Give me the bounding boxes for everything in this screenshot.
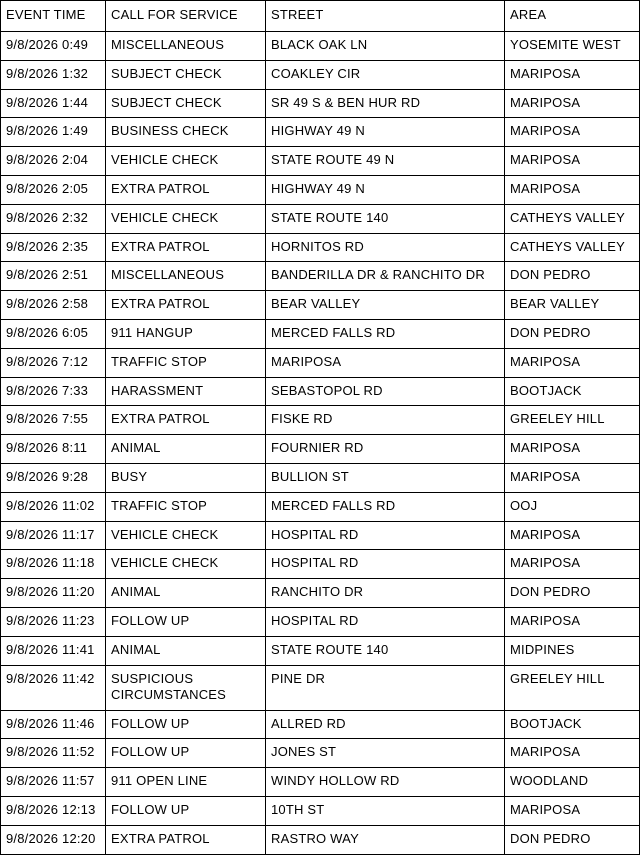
event-time-cell: 9/8/2026 11:41: [1, 636, 106, 665]
event-time-cell: 9/8/2026 2:58: [1, 291, 106, 320]
event-time-cell: 9/8/2026 11:46: [1, 710, 106, 739]
call-for-service-cell: FOLLOW UP: [106, 796, 266, 825]
street-cell: WINDY HOLLOW RD: [266, 768, 505, 797]
call-for-service-cell: EXTRA PATROL: [106, 406, 266, 435]
table-row: [1, 262, 640, 291]
call-for-service-cell: FOLLOW UP: [106, 607, 266, 636]
area-cell: MARIPOSA: [505, 118, 640, 147]
table-row: [1, 463, 640, 492]
event-time-cell: 9/8/2026 8:11: [1, 435, 106, 464]
table-row: [1, 768, 640, 797]
table-row: [1, 607, 640, 636]
area-cell: OOJ: [505, 492, 640, 521]
table-row: [1, 665, 640, 710]
area-cell: BEAR VALLEY: [505, 291, 640, 320]
street-cell: MERCED FALLS RD: [266, 492, 505, 521]
area-cell: GREELEY HILL: [505, 406, 640, 435]
event-time-cell: 9/8/2026 1:44: [1, 89, 106, 118]
call-for-service-cell: ANIMAL: [106, 579, 266, 608]
event-time-cell: 9/8/2026 9:28: [1, 463, 106, 492]
call-for-service-cell: TRAFFIC STOP: [106, 348, 266, 377]
area-cell: DON PEDRO: [505, 319, 640, 348]
table-row: [1, 796, 640, 825]
header-street: STREET: [266, 1, 505, 32]
event-time-cell: 9/8/2026 6:05: [1, 319, 106, 348]
call-for-service-cell: BUSINESS CHECK: [106, 118, 266, 147]
street-cell: HOSPITAL RD: [266, 521, 505, 550]
table-row: [1, 406, 640, 435]
call-for-service-cell: FOLLOW UP: [106, 710, 266, 739]
call-for-service-cell: 911 HANGUP: [106, 319, 266, 348]
street-cell: STATE ROUTE 140: [266, 636, 505, 665]
street-cell: RASTRO WAY: [266, 825, 505, 854]
table-row: [1, 348, 640, 377]
table-row: [1, 60, 640, 89]
area-cell: WOODLAND: [505, 768, 640, 797]
table-row: [1, 739, 640, 768]
street-cell: HOSPITAL RD: [266, 550, 505, 579]
header-row: [1, 1, 640, 32]
street-cell: HOSPITAL RD: [266, 607, 505, 636]
street-cell: SEBASTOPOL RD: [266, 377, 505, 406]
event-time-cell: 9/8/2026 7:12: [1, 348, 106, 377]
header-call-for-service: CALL FOR SERVICE: [106, 1, 266, 32]
call-for-service-cell: EXTRA PATROL: [106, 175, 266, 204]
event-time-cell: 9/8/2026 0:49: [1, 32, 106, 61]
table-row: [1, 710, 640, 739]
call-for-service-cell: ANIMAL: [106, 435, 266, 464]
area-cell: DON PEDRO: [505, 825, 640, 854]
call-for-service-cell: BUSY: [106, 463, 266, 492]
area-cell: MIDPINES: [505, 636, 640, 665]
event-time-cell: 9/8/2026 11:20: [1, 579, 106, 608]
event-time-cell: 9/8/2026 11:18: [1, 550, 106, 579]
area-cell: MARIPOSA: [505, 60, 640, 89]
event-time-cell: 9/8/2026 1:32: [1, 60, 106, 89]
area-cell: MARIPOSA: [505, 435, 640, 464]
table-row: [1, 118, 640, 147]
area-cell: MARIPOSA: [505, 89, 640, 118]
call-for-service-cell: SUBJECT CHECK: [106, 89, 266, 118]
call-for-service-cell: VEHICLE CHECK: [106, 550, 266, 579]
call-for-service-cell: EXTRA PATROL: [106, 291, 266, 320]
table-body: [1, 32, 640, 855]
street-cell: BLACK OAK LN: [266, 32, 505, 61]
table-row: [1, 435, 640, 464]
area-cell: MARIPOSA: [505, 607, 640, 636]
area-cell: MARIPOSA: [505, 175, 640, 204]
street-cell: STATE ROUTE 140: [266, 204, 505, 233]
call-for-service-cell: SUBJECT CHECK: [106, 60, 266, 89]
call-for-service-cell: TRAFFIC STOP: [106, 492, 266, 521]
area-cell: MARIPOSA: [505, 739, 640, 768]
table-row: [1, 377, 640, 406]
event-time-cell: 9/8/2026 11:57: [1, 768, 106, 797]
street-cell: BANDERILLA DR & RANCHITO DR: [266, 262, 505, 291]
call-for-service-cell: MISCELLANEOUS: [106, 262, 266, 291]
street-cell: ALLRED RD: [266, 710, 505, 739]
table-row: [1, 550, 640, 579]
call-for-service-cell: VEHICLE CHECK: [106, 521, 266, 550]
event-time-cell: 9/8/2026 11:52: [1, 739, 106, 768]
area-cell: CATHEYS VALLEY: [505, 233, 640, 262]
event-time-cell: 9/8/2026 11:23: [1, 607, 106, 636]
event-time-cell: 9/8/2026 2:05: [1, 175, 106, 204]
call-for-service-cell: HARASSMENT: [106, 377, 266, 406]
table-row: [1, 579, 640, 608]
area-cell: CATHEYS VALLEY: [505, 204, 640, 233]
table-row: [1, 492, 640, 521]
street-cell: STATE ROUTE 49 N: [266, 147, 505, 176]
street-cell: HIGHWAY 49 N: [266, 118, 505, 147]
area-cell: GREELEY HILL: [505, 665, 640, 710]
table-header: [1, 1, 640, 32]
area-cell: MARIPOSA: [505, 463, 640, 492]
street-cell: FISKE RD: [266, 406, 505, 435]
event-time-cell: 9/8/2026 1:49: [1, 118, 106, 147]
event-time-cell: 9/8/2026 12:20: [1, 825, 106, 854]
area-cell: YOSEMITE WEST: [505, 32, 640, 61]
call-for-service-cell: FOLLOW UP: [106, 739, 266, 768]
table-row: [1, 636, 640, 665]
event-time-cell: 9/8/2026 11:02: [1, 492, 106, 521]
table-row: [1, 319, 640, 348]
table-row: [1, 291, 640, 320]
header-event-time: EVENT TIME: [1, 1, 106, 32]
street-cell: SR 49 S & BEN HUR RD: [266, 89, 505, 118]
event-time-cell: 9/8/2026 11:17: [1, 521, 106, 550]
call-for-service-cell: MISCELLANEOUS: [106, 32, 266, 61]
area-cell: BOOTJACK: [505, 710, 640, 739]
area-cell: MARIPOSA: [505, 521, 640, 550]
area-cell: DON PEDRO: [505, 262, 640, 291]
street-cell: FOURNIER RD: [266, 435, 505, 464]
header-area: AREA: [505, 1, 640, 32]
area-cell: MARIPOSA: [505, 348, 640, 377]
table-row: [1, 32, 640, 61]
street-cell: HORNITOS RD: [266, 233, 505, 262]
table-row: [1, 147, 640, 176]
street-cell: COAKLEY CIR: [266, 60, 505, 89]
event-time-cell: 9/8/2026 7:55: [1, 406, 106, 435]
street-cell: BEAR VALLEY: [266, 291, 505, 320]
event-time-cell: 9/8/2026 2:51: [1, 262, 106, 291]
area-cell: BOOTJACK: [505, 377, 640, 406]
call-for-service-cell: SUSPICIOUS CIRCUMSTANCES: [106, 665, 266, 710]
event-time-cell: 9/8/2026 2:35: [1, 233, 106, 262]
street-cell: MERCED FALLS RD: [266, 319, 505, 348]
event-time-cell: 9/8/2026 12:13: [1, 796, 106, 825]
street-cell: 10TH ST: [266, 796, 505, 825]
event-time-cell: 9/8/2026 11:42: [1, 665, 106, 710]
table-row: [1, 825, 640, 854]
area-cell: MARIPOSA: [505, 550, 640, 579]
table-row: [1, 521, 640, 550]
table-row: [1, 175, 640, 204]
street-cell: PINE DR: [266, 665, 505, 710]
event-time-cell: 9/8/2026 2:32: [1, 204, 106, 233]
table-row: [1, 233, 640, 262]
street-cell: MARIPOSA: [266, 348, 505, 377]
event-time-cell: 9/8/2026 2:04: [1, 147, 106, 176]
call-for-service-cell: 911 OPEN LINE: [106, 768, 266, 797]
event-time-cell: 9/8/2026 7:33: [1, 377, 106, 406]
table-row: [1, 204, 640, 233]
call-for-service-cell: EXTRA PATROL: [106, 825, 266, 854]
call-for-service-cell: EXTRA PATROL: [106, 233, 266, 262]
street-cell: RANCHITO DR: [266, 579, 505, 608]
area-cell: MARIPOSA: [505, 796, 640, 825]
area-cell: MARIPOSA: [505, 147, 640, 176]
call-for-service-cell: VEHICLE CHECK: [106, 204, 266, 233]
street-cell: JONES ST: [266, 739, 505, 768]
area-cell: DON PEDRO: [505, 579, 640, 608]
street-cell: BULLION ST: [266, 463, 505, 492]
call-for-service-cell: ANIMAL: [106, 636, 266, 665]
call-for-service-cell: VEHICLE CHECK: [106, 147, 266, 176]
street-cell: HIGHWAY 49 N: [266, 175, 505, 204]
table-row: [1, 89, 640, 118]
